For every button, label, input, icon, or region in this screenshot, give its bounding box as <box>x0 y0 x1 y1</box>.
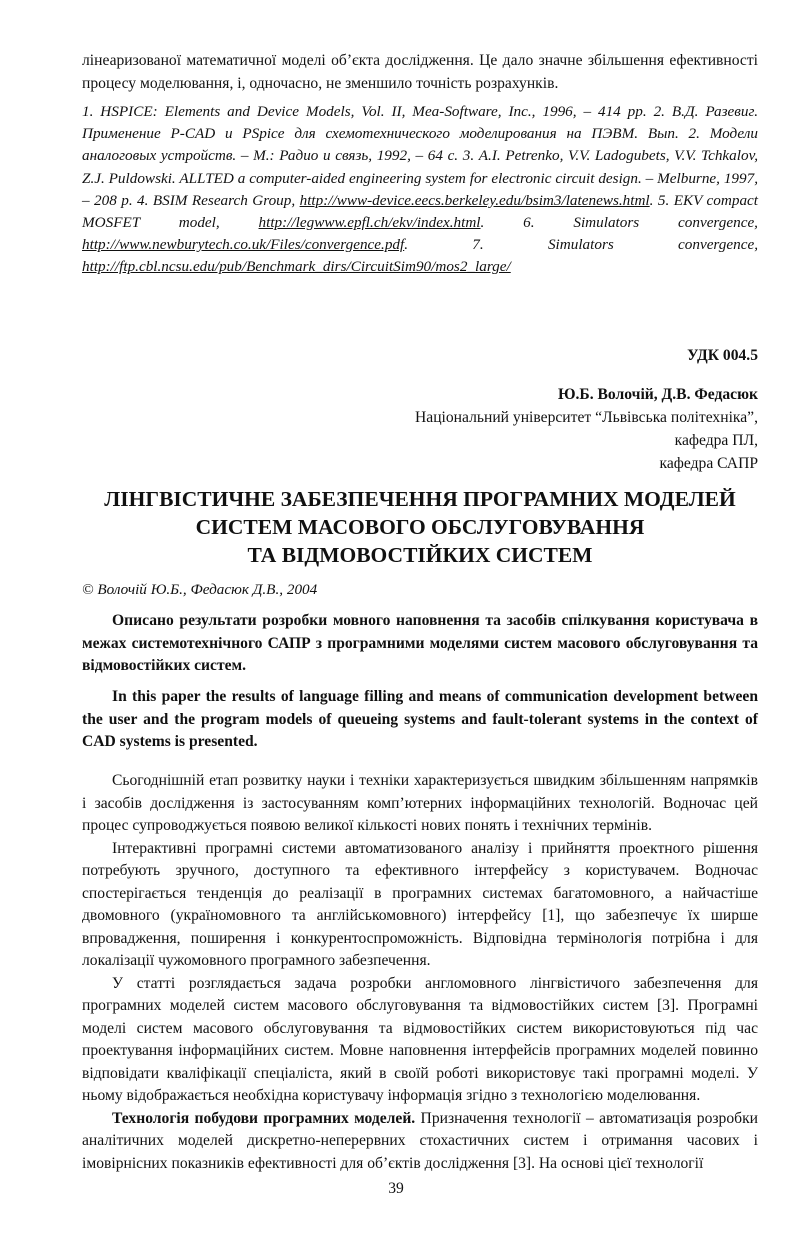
title-line: ТА ВІДМОВОСТІЙКИХ СИСТЕМ <box>247 543 593 567</box>
section-heading: Технологія побудови програмних моделей. <box>112 1109 416 1127</box>
preceding-paragraph: лінеаризованої математичної моделі об’єкта дослідження. Це дало значне збільшення ефективності процесу моделювання, і, одночасно, не зменшило точність розрахунків. <box>82 52 758 92</box>
paragraph-text: Призначення технології – автоматизація розробки аналітичних моделей дискретно-неперервних стохастичних систем і отримання часових і імовірнісних показників ефективності для об’єктів дослідження [3]. На основі цієї технології <box>82 1109 758 1172</box>
body-paragraph: Сьогоднішній етап розвитку науки і техніки характеризується швидким збільшенням напрямків і засобів дослідження із застосуванням комп’ютерних інформаційних технологій. Водночас цей процес супроводжується появою великої кількості нових понять і технічних термінів. <box>82 772 758 834</box>
affiliation-line: кафедра САПР <box>659 455 758 472</box>
reference-text: . 6. Simulators convergence, <box>480 214 758 232</box>
body-paragraph: У статті розглядається задача розробки англомовного лінгвістичого забезпечення для програмних моделей систем масового обслуговування та відмовостійких систем [3]. Програмні моделі систем масового обслуговування та відмовостійких систем використовуються під час проектування інформаційних систем. Мовне наповнення інтерфейсів програмних моделей повинно відповідати кваліфікації спеціаліста, який в своїй роботі використовує такі програмні моделі. У ньому відображається необхідна користувачу інформація згідно з технологією моделювання. <box>82 974 758 1104</box>
udk-code: УДК 004.5 <box>687 347 758 364</box>
reference-link[interactable]: http://www-device.eecs.berkeley.edu/bsim3/latenews.html <box>299 191 650 209</box>
page-number: 39 <box>388 1180 404 1197</box>
affiliation-line: Національний університет “Львівська політехніка”, <box>415 409 758 426</box>
body-paragraph: Інтерактивні програмні системи автоматизованого аналізу і прийняття проектного рішення потребують зручного, доступного та ефективного інтерфейсу з користувачем. Водночас спостерігається тенденція до реалізації в програмних системах багатомовного, а найчастіше двомовного (україномовного та англійськомовного) інтерфейсу [1], що забезпечує їх ширше впровадження, поширення і конкурентоспроможність. Відповідна термінологія потрібна і для локалізації чужомовного програмного забезпечення. <box>82 839 758 969</box>
title-line: ЛІНГВІСТИЧНЕ ЗАБЕЗПЕЧЕННЯ ПРОГРАМНИХ МОДЕЛЕЙ <box>104 487 736 511</box>
body-text <box>82 770 758 1175</box>
reference-link[interactable]: http://www.newburytech.co.uk/Files/convergence.pdf <box>82 236 405 254</box>
reference-link[interactable]: http://ftp.cbl.ncsu.edu/pub/Benchmark_dirs/CircuitSim90/mos2_large/ <box>82 258 511 276</box>
reference-text: . 7. Simulators convergence, <box>404 236 758 254</box>
authors: Ю.Б. Волочій, Д.В. Федасюк <box>557 386 758 403</box>
body-paragraph <box>82 1108 758 1176</box>
title-line: СИСТЕМ МАСОВОГО ОБСЛУГОВУВАННЯ <box>195 515 645 539</box>
reference-text: 1. HSPICE: Elements and Device Models, Vol. II, Mea-Software, Inc., 1996, – 414 pp. 2. В.Д. Разевиг. Применение P-CAD и PSpice для схемотехнического моделирования на ПЭВМ. Вып. 2. Модели аналоговых устройств. – М.: Радио и связь, 1992, – 64 с. 3. A.I. Petrenko, V.V. Ladogubets, V.V. Tchkalov, Z.J. Puldowski. ALLTED a computer-aided engineering system for electronic circuit design. – Melburne, 1997, – 208 p. 4. BSIM Research Group, <box>82 103 758 209</box>
affiliation-line: кафедра ПЛ, <box>674 432 758 449</box>
reference-link[interactable]: http://legwww.epfl.ch/ekv/index.html <box>258 214 481 232</box>
reference-text: . 5. EKV compact MOSFET model, <box>82 191 758 232</box>
abstract-english: In this paper the results of language filling and means of communication development between the user and the program models of queueing systems and fault-tolerant systems in the context of CAD systems is presented. <box>82 688 758 750</box>
copyright: © Волочій Ю.Б., Федасюк Д.В., 2004 <box>82 581 318 598</box>
abstract-ukrainian: Описано результати розробки мовного наповнення та засобів спілкування користувача в межах системотехнічного САПР з програмними моделями систем масового обслуговування та відмовостійких систем. <box>82 612 758 674</box>
affiliation <box>415 406 758 475</box>
references <box>82 101 758 279</box>
paper-title <box>82 485 758 569</box>
